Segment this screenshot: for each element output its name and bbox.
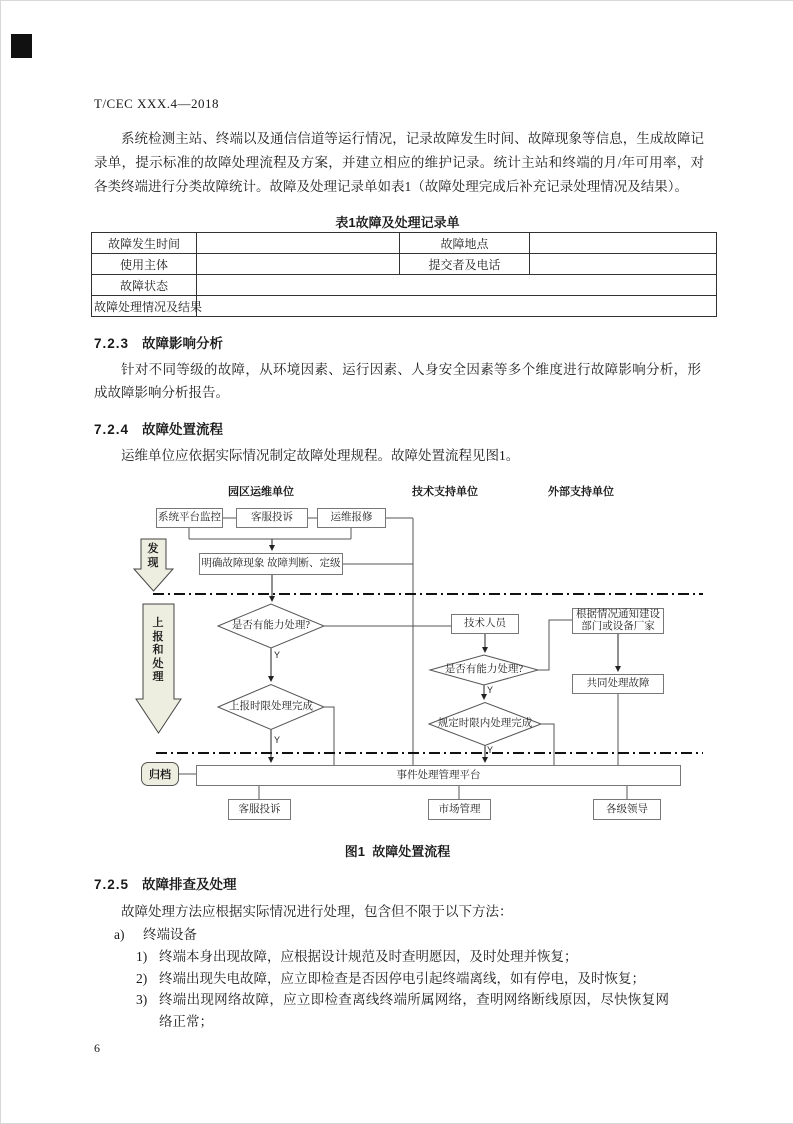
section-number: 7.2.4: [94, 422, 130, 437]
cell-submitter-value: [530, 254, 717, 275]
decision-report-deadline-done: 上报时限处理完成: [229, 701, 313, 712]
page-number: 6: [94, 1041, 100, 1055]
cell-status-label: 故障状态: [92, 275, 197, 296]
list-marker: a): [114, 927, 125, 942]
cell-result-label: 故障处理情况及结果: [92, 296, 197, 317]
stage-archive: 归档: [141, 762, 179, 786]
node-technical-staff: 技术人员: [451, 614, 519, 634]
decision-deadline-done: 规定时限内处理完成: [437, 718, 533, 729]
flowchart-figure1: [91, 481, 716, 827]
figure1-caption: 图1 故障处置流程: [344, 844, 451, 859]
section-number: 7.2.5: [94, 877, 130, 892]
cell-result-value: [197, 296, 717, 317]
section-7-2-4-body: 运维单位应依据实际情况制定故障处理规程。故障处置流程见图1。: [121, 448, 520, 463]
node-customer-service-complaint-2: 客服投诉: [228, 799, 291, 820]
table-row: [92, 254, 717, 275]
list-item-3: [136, 989, 669, 1032]
node-joint-fault-handling: 共同处理故障: [572, 674, 664, 694]
node-system-platform-monitoring: 系统平台监控: [156, 508, 223, 528]
lane-header-external-support: 外部支持单位: [548, 486, 614, 498]
document-code: T/CEC XXX.4—2018: [94, 96, 219, 111]
table-row: [92, 296, 717, 317]
node-identify-fault: 明确故障现象 故障判断、定级: [199, 553, 343, 575]
branch-label-yes: Y: [274, 650, 281, 660]
list-item-text: 终端出现失电故障，应立即检查是否因停电引起终端离线，如有停电，及时恢复；: [159, 971, 645, 986]
list-marker: 3): [136, 992, 148, 1007]
node-market-management: 市场管理: [428, 799, 491, 820]
section-7-2-5-body: 故障处理方法应根据实际情况进行处理，包含但不限于以下方法：: [121, 904, 513, 919]
table-row: [92, 275, 717, 296]
list-marker: 1): [136, 949, 148, 964]
list-item-text: 终端出现网络故障，应立即检查离线终端所属网络，查明网络断线原因，尽快恢复网络正常；: [159, 992, 669, 1029]
section-number: 7.2.3: [94, 336, 130, 351]
cell-status-value: [197, 275, 717, 296]
intro-paragraph: 系统检测主站、终端以及通信信道等运行情况，记录故障发生时间、故障现象等信息，生成故障记录单，提示标准的故障处理流程及方案，并建立相应的维护记录。统计主站和终端的月/年可用率，对各类终端进行分类故障统计。故障及处理记录单如表1（故障处理完成后补充记录处理情况及结果）。: [94, 131, 704, 194]
table-row: [92, 233, 717, 254]
branch-label-yes: Y: [487, 745, 494, 755]
table1-title: 表1故障及处理记录单: [335, 215, 460, 230]
cell-user-value: [197, 254, 400, 275]
branch-label-yes: Y: [274, 735, 281, 745]
section-7-2-3-body: 针对不同等级的故障，从环境因素、运行因素、人身安全因素等多个维度进行故障影响分析，形成故障影响分析报告。: [94, 362, 701, 400]
stage-discover: 发现: [147, 543, 159, 569]
list-marker: 2): [136, 971, 148, 986]
list-item-1: [136, 946, 676, 968]
cell-fault-time-value: [197, 233, 400, 254]
node-customer-service-complaint: 客服投诉: [236, 508, 308, 528]
section-heading-7-2-5: [94, 873, 237, 893]
cell-user-label: 使用主体: [92, 254, 197, 275]
fault-record-table: [91, 232, 717, 317]
section-heading-7-2-4: [94, 418, 223, 438]
section-heading-7-2-3: [94, 332, 223, 352]
cell-fault-place-value: [530, 233, 717, 254]
lane-header-park-om: 园区运维单位: [228, 486, 294, 498]
cell-fault-place-label: 故障地点: [400, 233, 530, 254]
list-group-a: [114, 924, 694, 946]
scan-artifact: [11, 34, 32, 58]
stage-report-and-handle: 上报和处理: [152, 617, 164, 683]
decision-capable-1: 是否有能力处理?: [231, 620, 311, 631]
cell-fault-time-label: 故障发生时间: [92, 233, 197, 254]
section-title: 故障排查及处理: [142, 877, 237, 892]
node-event-handling-platform: 事件处理管理平台: [196, 765, 681, 786]
list-item-2: [136, 968, 676, 990]
node-om-repair-request: 运维报修: [317, 508, 386, 528]
section-title: 故障影响分析: [142, 336, 224, 351]
lane-header-tech-support: 技术支持单位: [412, 486, 478, 498]
list-item-text: 终端本身出现故障，应根据设计规范及时查明愿因，及时处理并恢复；: [159, 949, 578, 964]
node-notify-builder-manufacturer: 根据情况通知建设部门或设备厂家: [572, 608, 664, 634]
list-label: 终端设备: [143, 927, 197, 942]
section-title: 故障处置流程: [142, 422, 224, 437]
node-leaders-all-levels: 各级领导: [593, 799, 661, 820]
cell-submitter-label: 提交者及电话: [400, 254, 530, 275]
branch-label-yes: Y: [487, 685, 494, 695]
decision-capable-2: 是否有能力处理?: [444, 664, 524, 675]
